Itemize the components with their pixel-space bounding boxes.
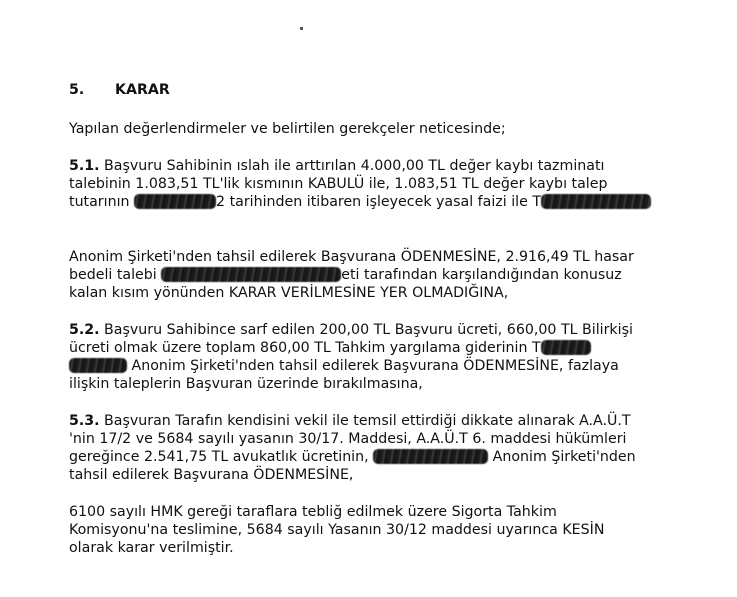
item-5-3-line-1 — [69, 412, 631, 430]
item-text: eti tarafından karşılandığından konusuz — [341, 267, 622, 283]
section-heading — [69, 81, 170, 99]
item-5-2-line-1 — [69, 321, 633, 339]
item-number: 5.3. — [69, 413, 100, 429]
item-number: 5.1. — [69, 158, 100, 174]
redaction-block — [541, 340, 591, 355]
item-5-1-line-3 — [69, 193, 651, 211]
item-text: ücreti olmak üzere toplam 860,00 TL Tahkim yargılama giderinin T — [69, 340, 541, 356]
item-5-2-line-3 — [69, 357, 619, 375]
item-5-1-line-5 — [69, 266, 622, 284]
redaction-block — [161, 267, 341, 282]
redaction-block — [373, 449, 488, 464]
redaction-block — [541, 194, 651, 209]
item-text: Anonim Şirketi'nden tahsil edilerek Başvurana ÖDENMESİNE, fazlaya — [131, 358, 619, 374]
closing-line-2: Komisyonu'na teslimine, 5684 sayılı Yasanın 30/12 maddesi uyarınca KESİN — [69, 522, 605, 538]
redaction-block — [134, 194, 216, 209]
item-text: gereğince 2.541,75 TL avukatlık ücretinin, — [69, 449, 369, 465]
item-text: Başvuru Sahibince sarf edilen 200,00 TL Başvuru ücreti, 660,00 TL Bilirkişi — [104, 322, 633, 338]
item-text: Anonim Şirketi'nden — [492, 449, 636, 465]
item-text: bedeli talebi — [69, 267, 157, 283]
item-number: 5.2. — [69, 322, 100, 338]
redaction-block — [69, 358, 127, 373]
closing-line-1: 6100 sayılı HMK gereği taraflara tebliğ edilmek üzere Sigorta Tahkim — [69, 504, 557, 520]
closing-line-3: olarak karar verilmiştir. — [69, 540, 234, 556]
item-text: Başvuru Sahibinin ıslah ile arttırılan 4.000,00 TL değer kaybı tazminatı — [104, 158, 605, 174]
item-text: 2 tarihinden itibaren işleyecek yasal faizi ile T — [216, 194, 541, 210]
item-5-1-line-2: talebinin 1.083,51 TL'lik kısmının KABULÜ ile, 1.083,51 TL değer kaybı talep — [69, 176, 608, 192]
item-text: Başvuran Tarafın kendisini vekil ile temsil ettirdiği dikkate alınarak A.A.Ü.T — [104, 413, 631, 429]
section-title: KARAR — [115, 82, 170, 98]
intro-text: Yapılan değerlendirmeler ve belirtilen gerekçeler neticesinde; — [69, 121, 506, 137]
item-text: tutarının — [69, 194, 130, 210]
item-5-3-line-3 — [69, 448, 636, 466]
item-5-2-line-4: ilişkin taleplerin Başvuran üzerinde bırakılmasına, — [69, 376, 423, 392]
item-5-3-line-2: 'nin 17/2 ve 5684 sayılı yasanın 30/17. Maddesi, A.A.Ü.T 6. maddesi hükümleri — [69, 431, 627, 447]
item-5-1-line-6: kalan kısım yönünden KARAR VERİLMESİNE YER OLMADIĞINA, — [69, 285, 509, 301]
scan-mark — [300, 27, 303, 30]
item-5-3-line-4: tahsil edilerek Başvurana ÖDENMESİNE, — [69, 467, 354, 483]
item-5-1-line-1 — [69, 157, 604, 175]
item-5-1-line-4: Anonim Şirketi'nden tahsil edilerek Başvurana ÖDENMESİNE, 2.916,49 TL hasar — [69, 249, 634, 265]
item-5-2-line-2 — [69, 339, 591, 357]
section-number: 5. — [69, 82, 85, 98]
